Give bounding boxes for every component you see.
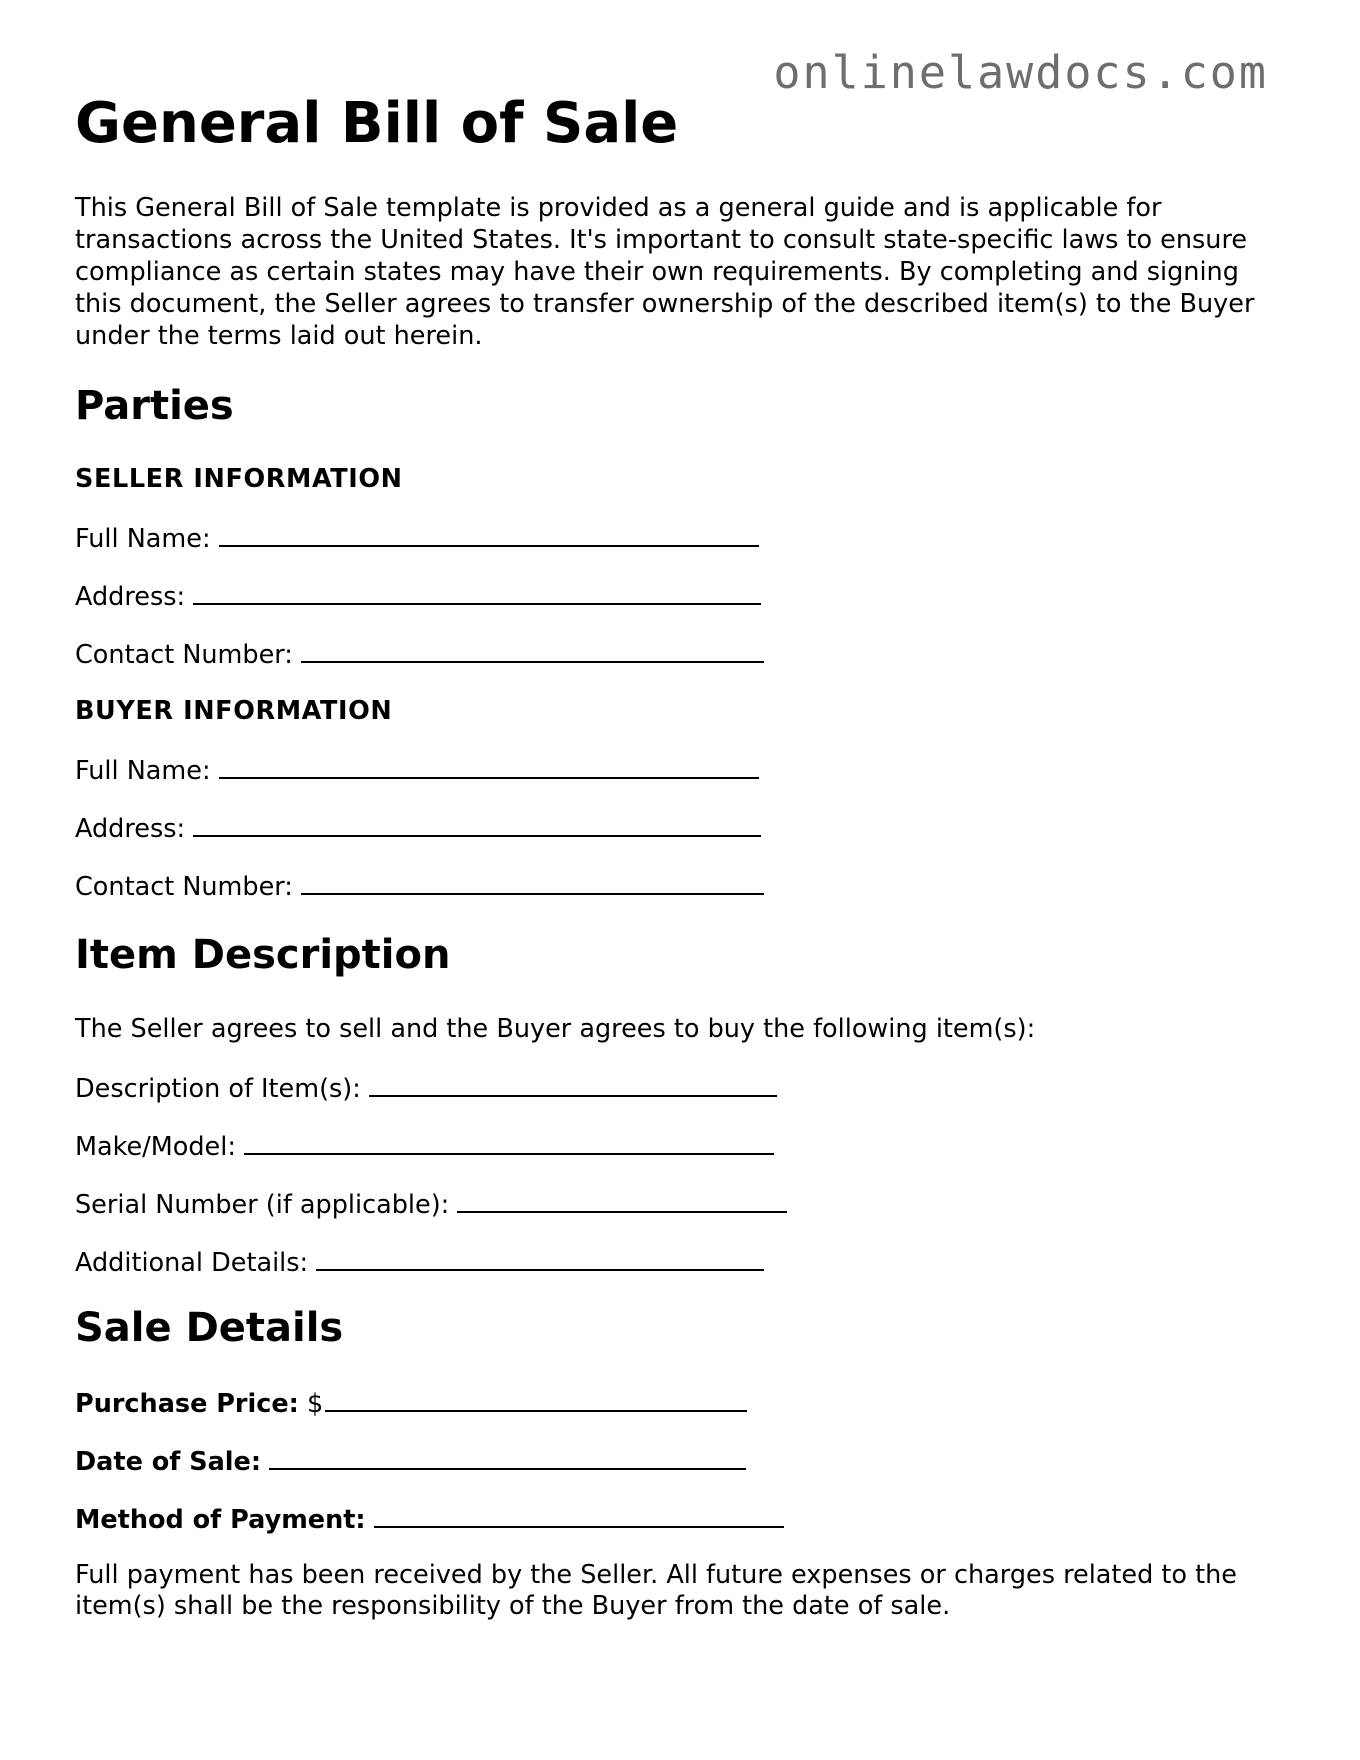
intro-paragraph: This General Bill of Sale template is provided as a general guide and is applicable for transactions across the United States. It's important to consult state-specific laws to ensure compliance as certain states may have their own requirements. By completing and signing this document, the Seller agrees to transfer ownership of the described item(s) to the Buyer under the terms laid out herein.	[75, 193, 1255, 351]
seller-address-field[interactable]	[75, 579, 761, 613]
additional-details-label: Additional Details:	[75, 1248, 309, 1278]
buyer-address-label: Address:	[75, 814, 186, 844]
page-title: General Bill of Sale	[75, 91, 679, 156]
buyer-full-name-label: Full Name:	[75, 756, 211, 786]
buyer-full-name-field[interactable]	[75, 753, 759, 787]
serial-number-field[interactable]	[75, 1187, 787, 1221]
seller-address-blank[interactable]	[193, 579, 761, 605]
purchase-price-label: Purchase Price:	[75, 1389, 299, 1419]
seller-contact-field[interactable]	[75, 637, 764, 671]
payment-method-field[interactable]	[75, 1502, 784, 1536]
purchase-price-field[interactable]	[75, 1386, 747, 1420]
seller-contact-label: Contact Number:	[75, 640, 293, 670]
date-of-sale-label: Date of Sale:	[75, 1447, 262, 1477]
parties-heading: Parties	[75, 383, 234, 429]
make-model-blank[interactable]	[244, 1129, 774, 1155]
buyer-contact-field[interactable]	[75, 869, 764, 903]
item-intro: The Seller agrees to sell and the Buyer agrees to buy the following item(s):	[75, 1014, 1036, 1044]
buyer-full-name-blank[interactable]	[219, 753, 759, 779]
date-of-sale-blank[interactable]	[269, 1444, 746, 1470]
payment-method-blank[interactable]	[374, 1502, 784, 1528]
seller-full-name-field[interactable]	[75, 521, 759, 555]
serial-number-label: Serial Number (if applicable):	[75, 1190, 450, 1220]
buyer-info-heading: BUYER INFORMATION	[75, 696, 393, 726]
seller-info-heading: SELLER INFORMATION	[75, 464, 403, 494]
item-description-field[interactable]	[75, 1071, 777, 1105]
seller-full-name-blank[interactable]	[219, 521, 759, 547]
item-description-heading: Item Description	[75, 932, 451, 978]
seller-address-label: Address:	[75, 582, 186, 612]
closing-paragraph: Full payment has been received by the Seller. All future expenses or charges related to the item(s) shall be the responsibility of the Buyer from the date of sale.	[75, 1560, 1237, 1621]
purchase-price-blank[interactable]	[325, 1386, 747, 1412]
item-description-label: Description of Item(s):	[75, 1074, 361, 1104]
buyer-address-blank[interactable]	[193, 811, 761, 837]
date-of-sale-field[interactable]	[75, 1444, 746, 1478]
currency-symbol: $	[306, 1389, 324, 1419]
additional-details-blank[interactable]	[316, 1245, 764, 1271]
buyer-contact-label: Contact Number:	[75, 872, 293, 902]
buyer-address-field[interactable]	[75, 811, 761, 845]
additional-details-field[interactable]	[75, 1245, 764, 1279]
seller-full-name-label: Full Name:	[75, 524, 211, 554]
watermark: onlinelawdocs.com	[773, 46, 1268, 99]
seller-contact-blank[interactable]	[301, 637, 764, 663]
make-model-label: Make/Model:	[75, 1132, 236, 1162]
sale-details-heading: Sale Details	[75, 1305, 344, 1351]
serial-number-blank[interactable]	[457, 1187, 787, 1213]
item-description-blank[interactable]	[369, 1071, 777, 1097]
make-model-field[interactable]	[75, 1129, 774, 1163]
payment-method-label: Method of Payment:	[75, 1505, 366, 1535]
buyer-contact-blank[interactable]	[301, 869, 764, 895]
